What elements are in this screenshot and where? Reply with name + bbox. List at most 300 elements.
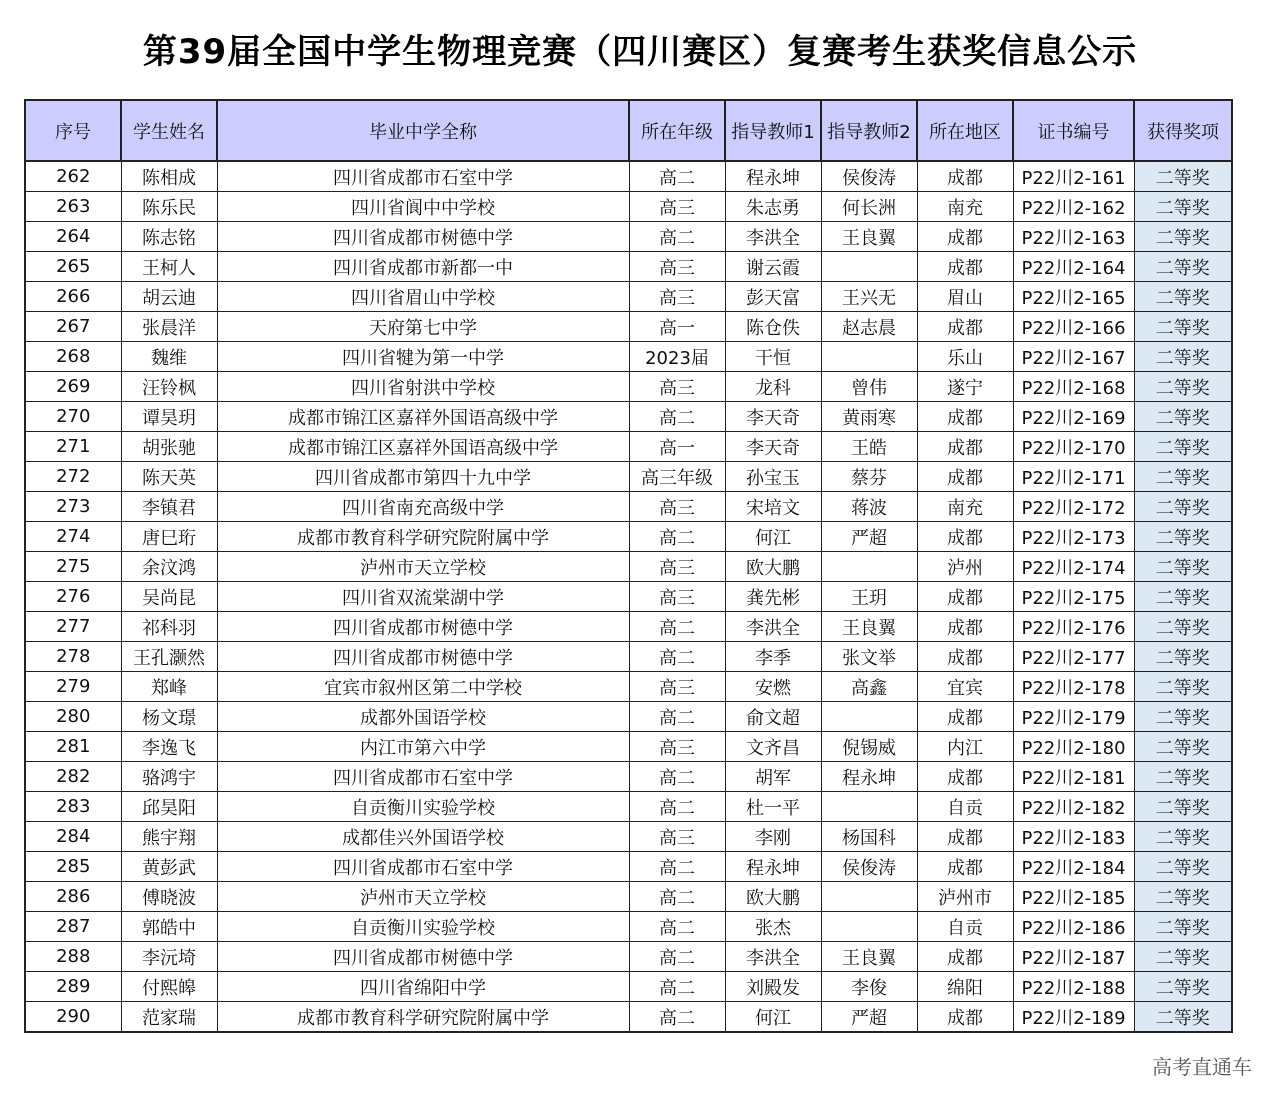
cell-teacher-2: 王良翼 <box>821 942 917 972</box>
cell-certificate-no: P22川2-167 <box>1013 342 1134 372</box>
cell-teacher-2: 倪锡威 <box>821 732 917 762</box>
cell-grade: 高二 <box>629 972 725 1002</box>
cell-teacher-1: 欧大鹏 <box>725 882 821 912</box>
cell-teacher-2: 严超 <box>821 1002 917 1033</box>
cell-award: 二等奖 <box>1134 522 1232 552</box>
cell-student-name: 黄彭武 <box>121 852 217 882</box>
cell-award: 二等奖 <box>1134 432 1232 462</box>
cell-teacher-2: 黄雨寒 <box>821 402 917 432</box>
cell-region: 成都 <box>917 1002 1013 1033</box>
cell-student-name: 熊宇翔 <box>121 822 217 852</box>
cell-index: 290 <box>25 1002 121 1033</box>
cell-student-name: 郭皓中 <box>121 912 217 942</box>
table-row <box>25 552 1232 582</box>
cell-region: 成都 <box>917 942 1013 972</box>
cell-index: 272 <box>25 462 121 492</box>
cell-certificate-no: P22川2-186 <box>1013 912 1134 942</box>
cell-teacher-2 <box>821 882 917 912</box>
cell-award: 二等奖 <box>1134 1002 1232 1033</box>
cell-index: 264 <box>25 222 121 252</box>
cell-region: 遂宁 <box>917 372 1013 402</box>
cell-teacher-1: 欧大鹏 <box>725 552 821 582</box>
cell-award: 二等奖 <box>1134 702 1232 732</box>
cell-teacher-2 <box>821 552 917 582</box>
cell-award: 二等奖 <box>1134 762 1232 792</box>
cell-grade: 高一 <box>629 312 725 342</box>
table-row <box>25 462 1232 492</box>
cell-certificate-no: P22川2-180 <box>1013 732 1134 762</box>
table-row <box>25 702 1232 732</box>
cell-school: 四川省绵阳中学 <box>217 972 629 1002</box>
cell-student-name: 李逸飞 <box>121 732 217 762</box>
cell-certificate-no: P22川2-176 <box>1013 612 1134 642</box>
cell-region: 南充 <box>917 492 1013 522</box>
cell-student-name: 魏维 <box>121 342 217 372</box>
table-row <box>25 432 1232 462</box>
table-row <box>25 942 1232 972</box>
cell-region: 成都 <box>917 762 1013 792</box>
cell-teacher-1: 俞文超 <box>725 702 821 732</box>
cell-certificate-no: P22川2-179 <box>1013 702 1134 732</box>
cell-certificate-no: P22川2-182 <box>1013 792 1134 822</box>
cell-school: 内江市第六中学 <box>217 732 629 762</box>
cell-teacher-1: 程永坤 <box>725 161 821 192</box>
cell-school: 四川省南充高级中学 <box>217 492 629 522</box>
cell-region: 绵阳 <box>917 972 1013 1002</box>
cell-grade: 高二 <box>629 792 725 822</box>
cell-index: 284 <box>25 822 121 852</box>
cell-school: 四川省眉山中学校 <box>217 282 629 312</box>
column-header-student-name: 学生姓名 <box>121 100 217 161</box>
cell-award: 二等奖 <box>1134 822 1232 852</box>
cell-student-name: 傅晓波 <box>121 882 217 912</box>
cell-teacher-2: 李俊 <box>821 972 917 1002</box>
cell-index: 279 <box>25 672 121 702</box>
cell-student-name: 谭昊玥 <box>121 402 217 432</box>
table-header <box>25 100 1232 161</box>
column-header-region: 所在地区 <box>917 100 1013 161</box>
cell-grade: 高三 <box>629 192 725 222</box>
cell-certificate-no: P22川2-161 <box>1013 161 1134 192</box>
cell-student-name: 邱昊阳 <box>121 792 217 822</box>
cell-teacher-2: 曾伟 <box>821 372 917 402</box>
cell-teacher-2 <box>821 702 917 732</box>
cell-grade: 高三 <box>629 582 725 612</box>
watermark-text: 高考直通车 <box>1152 1055 1252 1079</box>
cell-student-name: 王柯人 <box>121 252 217 282</box>
cell-school: 四川省成都市新都一中 <box>217 252 629 282</box>
cell-award: 二等奖 <box>1134 192 1232 222</box>
cell-index: 280 <box>25 702 121 732</box>
table-row <box>25 522 1232 552</box>
cell-index: 286 <box>25 882 121 912</box>
cell-student-name: 李沅埼 <box>121 942 217 972</box>
cell-teacher-2: 侯俊涛 <box>821 161 917 192</box>
cell-student-name: 胡云迪 <box>121 282 217 312</box>
cell-school: 四川省射洪中学校 <box>217 372 629 402</box>
cell-certificate-no: P22川2-165 <box>1013 282 1134 312</box>
cell-teacher-2 <box>821 252 917 282</box>
cell-teacher-2: 严超 <box>821 522 917 552</box>
cell-student-name: 胡张驰 <box>121 432 217 462</box>
cell-region: 成都 <box>917 402 1013 432</box>
table-row <box>25 402 1232 432</box>
table-row <box>25 312 1232 342</box>
cell-certificate-no: P22川2-162 <box>1013 192 1134 222</box>
cell-certificate-no: P22川2-163 <box>1013 222 1134 252</box>
cell-region: 成都 <box>917 852 1013 882</box>
cell-grade: 高三 <box>629 252 725 282</box>
cell-region: 成都 <box>917 462 1013 492</box>
cell-grade: 高三 <box>629 492 725 522</box>
cell-certificate-no: P22川2-188 <box>1013 972 1134 1002</box>
cell-school: 成都外国语学校 <box>217 702 629 732</box>
cell-award: 二等奖 <box>1134 672 1232 702</box>
cell-certificate-no: P22川2-171 <box>1013 462 1134 492</box>
column-header-index: 序号 <box>25 100 121 161</box>
cell-grade: 高二 <box>629 161 725 192</box>
table-row <box>25 161 1232 192</box>
cell-region: 自贡 <box>917 912 1013 942</box>
cell-certificate-no: P22川2-183 <box>1013 822 1134 852</box>
cell-grade: 高二 <box>629 642 725 672</box>
cell-award: 二等奖 <box>1134 282 1232 312</box>
cell-index: 267 <box>25 312 121 342</box>
cell-teacher-1: 安燃 <box>725 672 821 702</box>
cell-student-name: 余汶鸿 <box>121 552 217 582</box>
cell-teacher-1: 李天奇 <box>725 402 821 432</box>
cell-teacher-1: 张杰 <box>725 912 821 942</box>
column-header-teacher-2: 指导教师2 <box>821 100 917 161</box>
cell-grade: 高三 <box>629 372 725 402</box>
cell-teacher-1: 何江 <box>725 1002 821 1033</box>
cell-grade: 高二 <box>629 762 725 792</box>
cell-region: 成都 <box>917 312 1013 342</box>
cell-certificate-no: P22川2-177 <box>1013 642 1134 672</box>
cell-grade: 高二 <box>629 942 725 972</box>
cell-region: 成都 <box>917 161 1013 192</box>
cell-teacher-2: 侯俊涛 <box>821 852 917 882</box>
table-row <box>25 222 1232 252</box>
cell-award: 二等奖 <box>1134 642 1232 672</box>
cell-teacher-2: 王皓 <box>821 432 917 462</box>
column-header-teacher-1: 指导教师1 <box>725 100 821 161</box>
cell-teacher-2: 赵志晨 <box>821 312 917 342</box>
cell-index: 266 <box>25 282 121 312</box>
cell-certificate-no: P22川2-184 <box>1013 852 1134 882</box>
table-row <box>25 342 1232 372</box>
cell-award: 二等奖 <box>1134 402 1232 432</box>
cell-award: 二等奖 <box>1134 222 1232 252</box>
cell-region: 成都 <box>917 822 1013 852</box>
cell-grade: 高二 <box>629 222 725 252</box>
cell-school: 四川省犍为第一中学 <box>217 342 629 372</box>
table-row <box>25 732 1232 762</box>
cell-certificate-no: P22川2-166 <box>1013 312 1134 342</box>
cell-grade: 高二 <box>629 522 725 552</box>
cell-index: 268 <box>25 342 121 372</box>
cell-teacher-2: 王良翼 <box>821 612 917 642</box>
cell-region: 宜宾 <box>917 672 1013 702</box>
cell-student-name: 祁科羽 <box>121 612 217 642</box>
cell-student-name: 陈天英 <box>121 462 217 492</box>
table-body <box>25 161 1232 1032</box>
cell-region: 成都 <box>917 642 1013 672</box>
cell-award: 二等奖 <box>1134 252 1232 282</box>
cell-teacher-1: 胡军 <box>725 762 821 792</box>
table-row <box>25 852 1232 882</box>
cell-certificate-no: P22川2-174 <box>1013 552 1134 582</box>
cell-certificate-no: P22川2-178 <box>1013 672 1134 702</box>
cell-certificate-no: P22川2-168 <box>1013 372 1134 402</box>
cell-school: 宜宾市叙州区第二中学校 <box>217 672 629 702</box>
cell-school: 成都佳兴外国语学校 <box>217 822 629 852</box>
cell-index: 282 <box>25 762 121 792</box>
cell-teacher-1: 李洪全 <box>725 612 821 642</box>
cell-certificate-no: P22川2-189 <box>1013 1002 1134 1033</box>
cell-index: 273 <box>25 492 121 522</box>
table-row <box>25 612 1232 642</box>
cell-student-name: 吴尚昆 <box>121 582 217 612</box>
table-row <box>25 282 1232 312</box>
cell-teacher-1: 李刚 <box>725 822 821 852</box>
cell-award: 二等奖 <box>1134 852 1232 882</box>
cell-award: 二等奖 <box>1134 342 1232 372</box>
cell-school: 四川省成都市树德中学 <box>217 612 629 642</box>
cell-region: 成都 <box>917 612 1013 642</box>
cell-student-name: 汪铃枫 <box>121 372 217 402</box>
cell-teacher-1: 陈仓佚 <box>725 312 821 342</box>
cell-index: 274 <box>25 522 121 552</box>
cell-school: 成都市教育科学研究院附属中学 <box>217 522 629 552</box>
column-header-certificate-no: 证书编号 <box>1013 100 1134 161</box>
cell-region: 成都 <box>917 522 1013 552</box>
table-row <box>25 972 1232 1002</box>
table-row <box>25 372 1232 402</box>
cell-index: 278 <box>25 642 121 672</box>
cell-grade: 高一 <box>629 432 725 462</box>
cell-region: 成都 <box>917 222 1013 252</box>
cell-award: 二等奖 <box>1134 372 1232 402</box>
cell-teacher-1: 李季 <box>725 642 821 672</box>
cell-teacher-1: 文齐昌 <box>725 732 821 762</box>
cell-teacher-1: 孙宝玉 <box>725 462 821 492</box>
cell-teacher-2 <box>821 792 917 822</box>
cell-award: 二等奖 <box>1134 792 1232 822</box>
cell-index: 287 <box>25 912 121 942</box>
cell-certificate-no: P22川2-187 <box>1013 942 1134 972</box>
cell-grade: 高三 <box>629 552 725 582</box>
cell-teacher-2: 蔡芬 <box>821 462 917 492</box>
cell-award: 二等奖 <box>1134 161 1232 192</box>
cell-student-name: 郑峰 <box>121 672 217 702</box>
cell-teacher-1: 何江 <box>725 522 821 552</box>
cell-teacher-1: 李天奇 <box>725 432 821 462</box>
cell-grade: 2023届 <box>629 342 725 372</box>
cell-school: 四川省成都市石室中学 <box>217 852 629 882</box>
cell-grade: 高二 <box>629 852 725 882</box>
cell-certificate-no: P22川2-181 <box>1013 762 1134 792</box>
cell-school: 四川省成都市石室中学 <box>217 762 629 792</box>
cell-student-name: 骆鸿宇 <box>121 762 217 792</box>
cell-school: 四川省成都市石室中学 <box>217 161 629 192</box>
cell-index: 289 <box>25 972 121 1002</box>
cell-student-name: 陈相成 <box>121 161 217 192</box>
cell-student-name: 范家瑞 <box>121 1002 217 1033</box>
cell-grade: 高三 <box>629 672 725 702</box>
cell-grade: 高二 <box>629 612 725 642</box>
table-row <box>25 1002 1232 1033</box>
table-row <box>25 252 1232 282</box>
cell-index: 263 <box>25 192 121 222</box>
cell-certificate-no: P22川2-173 <box>1013 522 1134 552</box>
cell-school: 四川省成都市树德中学 <box>217 942 629 972</box>
cell-teacher-1: 干恒 <box>725 342 821 372</box>
cell-student-name: 杨文璟 <box>121 702 217 732</box>
column-header-school: 毕业中学全称 <box>217 100 629 161</box>
cell-award: 二等奖 <box>1134 882 1232 912</box>
cell-award: 二等奖 <box>1134 462 1232 492</box>
cell-region: 南充 <box>917 192 1013 222</box>
cell-grade: 高三年级 <box>629 462 725 492</box>
cell-teacher-2 <box>821 342 917 372</box>
cell-teacher-2: 王玥 <box>821 582 917 612</box>
table-row <box>25 882 1232 912</box>
column-header-grade: 所在年级 <box>629 100 725 161</box>
cell-teacher-2 <box>821 912 917 942</box>
table-row <box>25 192 1232 222</box>
cell-teacher-1: 程永坤 <box>725 852 821 882</box>
cell-school: 四川省成都市树德中学 <box>217 222 629 252</box>
cell-school: 四川省成都市树德中学 <box>217 642 629 672</box>
cell-school: 四川省成都市第四十九中学 <box>217 462 629 492</box>
cell-teacher-1: 朱志勇 <box>725 192 821 222</box>
awards-table <box>24 99 1233 1033</box>
table-row <box>25 822 1232 852</box>
cell-teacher-1: 宋培文 <box>725 492 821 522</box>
cell-school: 四川省阆中中学校 <box>217 192 629 222</box>
cell-student-name: 李镇君 <box>121 492 217 522</box>
table-row <box>25 492 1232 522</box>
cell-student-name: 付熙皞 <box>121 972 217 1002</box>
table-row <box>25 762 1232 792</box>
cell-grade: 高三 <box>629 282 725 312</box>
cell-index: 265 <box>25 252 121 282</box>
cell-region: 泸州市 <box>917 882 1013 912</box>
cell-teacher-2: 程永坤 <box>821 762 917 792</box>
cell-teacher-1: 李洪全 <box>725 942 821 972</box>
cell-school: 四川省双流棠湖中学 <box>217 582 629 612</box>
cell-index: 277 <box>25 612 121 642</box>
cell-student-name: 张晨洋 <box>121 312 217 342</box>
cell-award: 二等奖 <box>1134 612 1232 642</box>
page-title: 第39届全国中学生物理竞赛（四川赛区）复赛考生获奖信息公示 <box>142 32 1138 72</box>
cell-award: 二等奖 <box>1134 582 1232 612</box>
cell-teacher-2: 蒋波 <box>821 492 917 522</box>
cell-grade: 高二 <box>629 1002 725 1033</box>
cell-grade: 高二 <box>629 402 725 432</box>
cell-award: 二等奖 <box>1134 912 1232 942</box>
cell-region: 成都 <box>917 702 1013 732</box>
cell-region: 成都 <box>917 252 1013 282</box>
cell-certificate-no: P22川2-170 <box>1013 432 1134 462</box>
cell-grade: 高三 <box>629 732 725 762</box>
cell-grade: 高三 <box>629 822 725 852</box>
cell-award: 二等奖 <box>1134 552 1232 582</box>
cell-region: 成都 <box>917 582 1013 612</box>
cell-grade: 高二 <box>629 882 725 912</box>
cell-region: 自贡 <box>917 792 1013 822</box>
cell-award: 二等奖 <box>1134 732 1232 762</box>
cell-award: 二等奖 <box>1134 492 1232 522</box>
cell-index: 271 <box>25 432 121 462</box>
cell-index: 275 <box>25 552 121 582</box>
table-row <box>25 792 1232 822</box>
cell-award: 二等奖 <box>1134 312 1232 342</box>
cell-certificate-no: P22川2-172 <box>1013 492 1134 522</box>
cell-index: 276 <box>25 582 121 612</box>
cell-region: 成都 <box>917 432 1013 462</box>
cell-teacher-1: 龚先彬 <box>725 582 821 612</box>
cell-student-name: 陈志铭 <box>121 222 217 252</box>
cell-index: 262 <box>25 161 121 192</box>
cell-school: 自贡衡川实验学校 <box>217 792 629 822</box>
cell-certificate-no: P22川2-164 <box>1013 252 1134 282</box>
cell-region: 泸州 <box>917 552 1013 582</box>
cell-school: 成都市教育科学研究院附属中学 <box>217 1002 629 1033</box>
table-row <box>25 672 1232 702</box>
cell-teacher-1: 李洪全 <box>725 222 821 252</box>
cell-region: 眉山 <box>917 282 1013 312</box>
header-row <box>25 100 1232 161</box>
cell-school: 成都市锦江区嘉祥外国语高级中学 <box>217 432 629 462</box>
table-row <box>25 582 1232 612</box>
cell-school: 天府第七中学 <box>217 312 629 342</box>
cell-teacher-2: 王良翼 <box>821 222 917 252</box>
cell-index: 283 <box>25 792 121 822</box>
cell-student-name: 王孔灏然 <box>121 642 217 672</box>
cell-grade: 高二 <box>629 702 725 732</box>
cell-school: 泸州市天立学校 <box>217 882 629 912</box>
cell-award: 二等奖 <box>1134 972 1232 1002</box>
cell-teacher-1: 刘殿发 <box>725 972 821 1002</box>
cell-teacher-1: 龙科 <box>725 372 821 402</box>
cell-teacher-2: 高鑫 <box>821 672 917 702</box>
cell-region: 内江 <box>917 732 1013 762</box>
cell-certificate-no: P22川2-169 <box>1013 402 1134 432</box>
cell-award: 二等奖 <box>1134 942 1232 972</box>
cell-school: 泸州市天立学校 <box>217 552 629 582</box>
cell-teacher-2: 张文举 <box>821 642 917 672</box>
column-header-award: 获得奖项 <box>1134 100 1232 161</box>
cell-school: 成都市锦江区嘉祥外国语高级中学 <box>217 402 629 432</box>
cell-teacher-2: 杨国科 <box>821 822 917 852</box>
cell-teacher-1: 杜一平 <box>725 792 821 822</box>
cell-certificate-no: P22川2-185 <box>1013 882 1134 912</box>
cell-index: 285 <box>25 852 121 882</box>
cell-teacher-1: 彭天富 <box>725 282 821 312</box>
cell-region: 乐山 <box>917 342 1013 372</box>
cell-teacher-2: 何长洲 <box>821 192 917 222</box>
table-row <box>25 642 1232 672</box>
cell-index: 281 <box>25 732 121 762</box>
table-row <box>25 912 1232 942</box>
cell-teacher-2: 王兴无 <box>821 282 917 312</box>
cell-school: 自贡衡川实验学校 <box>217 912 629 942</box>
cell-index: 288 <box>25 942 121 972</box>
cell-student-name: 陈乐民 <box>121 192 217 222</box>
cell-index: 270 <box>25 402 121 432</box>
